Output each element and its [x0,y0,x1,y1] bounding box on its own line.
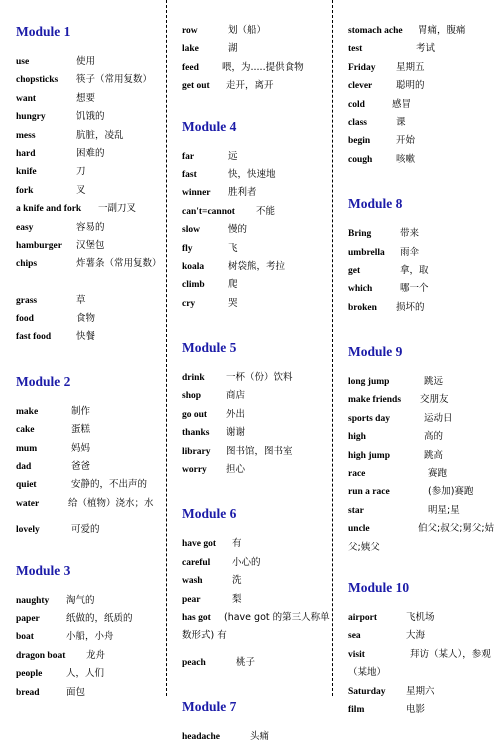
vocab-entry [16,255,162,273]
chinese-meaning: 明星;星 [428,504,460,516]
chinese-meaning: 开始 [396,135,416,147]
english-word: fast food [16,332,52,343]
chinese-meaning: 纸做的，纸质的 [66,613,133,624]
english-word: dad [16,462,32,473]
english-word: long jump [348,377,390,388]
english-word: visit [348,649,365,660]
vocab-entry [348,683,498,701]
vocab-entry [16,610,162,628]
vocab-entry [182,276,330,294]
english-word: dragon boat [16,650,66,661]
english-word: make [16,406,39,417]
chinese-meaning: 一杯（份）饮料 [226,372,293,384]
vocab-entry [16,200,162,218]
module-heading: Module 2 [16,373,71,389]
chinese-meaning: (have got 的第三人称单数形式) 有 [182,611,330,642]
english-word: begin [348,136,371,147]
chinese-meaning: 划（船） [228,25,267,36]
chinese-meaning: 汉堡包 [76,239,105,251]
english-word: fork [16,185,34,196]
vocab-entry [348,447,498,465]
chinese-meaning: 筷子（常用复数） [76,74,153,86]
english-word: thanks [182,428,210,439]
chinese-meaning: 可爱的 [71,524,100,536]
vocab-entry [348,646,498,683]
english-word: shop [182,391,202,402]
vocab-entry [182,40,330,58]
vocab-entry [182,406,330,424]
vocab-entry [182,387,330,405]
vocab-entry [182,572,330,590]
english-word: easy [16,222,34,233]
chinese-meaning: 胃痛，腹痛 [418,25,466,36]
chinese-meaning: 制作 [71,405,91,417]
vocab-entry [16,628,162,646]
english-word: race [348,469,366,480]
english-word: get out [182,81,210,92]
vocab-entry [16,145,162,163]
english-word: hard [16,148,36,159]
vocab-entry [348,465,498,483]
english-word: run a race [348,487,390,498]
chinese-meaning: 面包 [66,686,86,698]
vocab-entry [182,443,330,461]
chinese-meaning: 星期五 [396,61,425,73]
chinese-meaning: 喂，为.....提供食物 [222,61,304,73]
chinese-meaning: 快餐 [76,331,96,343]
english-word: koala [182,261,205,272]
chinese-meaning: 电影 [406,704,426,715]
english-word: chips [16,259,38,270]
vocab-entry [182,258,330,276]
english-word: people [16,669,43,680]
vocab-entry [348,96,498,114]
vocab-entry [348,520,498,557]
chinese-meaning: 高的 [424,431,444,443]
chinese-meaning: 大海 [406,630,426,642]
chinese-meaning: 人，人们 [66,668,105,680]
vocab-entry [348,483,498,501]
vocab-entry [182,461,330,479]
chinese-meaning: 刀 [76,166,86,178]
english-word: want [16,93,37,104]
vocab-entry [348,410,498,428]
vocab-entry [16,292,162,310]
chinese-meaning: 走开，离开 [226,80,274,92]
vocab-entry [16,71,162,89]
english-word: fast [182,169,197,180]
vocab-entry [16,647,162,665]
english-word: mum [16,443,38,454]
chinese-meaning: 小心的 [232,556,261,568]
english-word: sports day [348,413,390,424]
english-word: sea [348,631,361,642]
vocab-entry [16,403,162,421]
chinese-meaning: 飞机场 [406,612,435,624]
vocab-entry [16,495,162,513]
column-1 [16,0,162,727]
column-divider-right [332,0,333,696]
chinese-meaning: 咳嗽 [396,153,416,165]
chinese-meaning: 龙舟 [86,649,106,661]
chinese-meaning: 伯父;叔父;舅父;姑父;姨父 [348,523,495,553]
chinese-meaning: 星期六 [406,685,435,697]
vocab-entry [348,502,498,520]
english-word: test [348,44,363,55]
chinese-meaning: 有 [232,538,242,550]
vocab-entry [348,428,498,446]
chinese-meaning: 聪明的 [396,80,425,92]
module-heading: Module 10 [348,580,410,596]
vocab-entry [182,59,330,77]
vocab-entry [16,219,162,237]
column-divider-left [166,0,167,696]
vocab-entry [182,295,330,313]
vocab-entry [348,132,498,150]
vocab-entry [16,310,162,328]
vocab-entry [182,591,330,609]
vocab-entry [182,535,330,553]
module-heading: Module 9 [348,344,403,360]
vocab-entry [348,40,498,58]
chinese-meaning: 跳高 [424,449,444,461]
vocab-entry [16,440,162,458]
vocab-entry [16,458,162,476]
english-word: wash [182,576,203,587]
vocab-entry [16,476,162,494]
vocab-entry [182,203,330,221]
chinese-meaning: 肮脏，凌乱 [76,129,124,141]
english-word: stomach ache [348,26,403,36]
english-word: uncle [348,524,370,535]
vocab-entry [182,148,330,166]
english-word: library [182,446,211,457]
english-word: cough [348,154,373,165]
chinese-meaning: 蛋糕 [71,424,91,436]
vocab-entry [16,665,162,683]
vocab-entry [182,22,330,40]
chinese-meaning: 赛跑 [428,468,448,480]
vocab-entry [16,421,162,439]
chinese-meaning: 带来 [400,228,420,240]
chinese-meaning: 哪一个 [400,283,429,295]
english-word: water [16,498,40,509]
english-word: headache [182,732,220,743]
module-heading: Module 1 [16,24,71,39]
chinese-meaning: 给（植物）浇水；水 [68,497,154,509]
chinese-meaning: 草 [76,294,86,306]
vocab-entry [16,127,162,145]
vocab-entry [182,424,330,442]
vocab-entry [16,328,162,346]
english-word: go out [182,409,208,420]
vocab-entry [182,554,330,572]
english-word: pear [182,594,201,605]
english-word: lovely [16,525,40,536]
vocab-entry [16,182,162,200]
english-word: winner [182,188,211,199]
english-word: star [348,505,364,516]
chinese-meaning: 慢的 [228,224,248,236]
vocab-entry [182,369,330,387]
english-word: Saturday [348,686,386,697]
english-word: drink [182,373,205,384]
english-word: has got [182,612,211,623]
module-heading: Module 8 [348,196,403,212]
chinese-meaning: 爬 [228,279,238,291]
vocab-entry [348,280,498,298]
english-word: film [348,705,365,715]
vocab-entry [348,701,498,719]
vocab-entry [182,77,330,95]
vocab-entry [348,262,498,280]
english-word: cry [182,298,196,309]
chinese-meaning: 担心 [226,464,246,476]
vocab-entry [348,22,498,40]
chinese-meaning: 安静的，不出声的 [71,479,148,491]
chinese-meaning: 感冒 [392,98,412,110]
chinese-meaning: 损坏的 [396,301,425,313]
english-word: cake [16,425,35,436]
english-word: feed [182,62,199,73]
english-word: Bring [348,229,372,240]
module-heading: Module 3 [16,562,71,578]
english-word: peach [182,657,206,668]
vocab-entry [182,184,330,202]
chinese-meaning: 洗 [232,575,242,587]
vocab-entry [16,237,162,255]
chinese-meaning: 图书馆，图书室 [226,445,293,457]
english-word: Friday [348,62,376,73]
english-word: far [182,151,195,162]
chinese-meaning: 交朋友 [420,394,449,406]
chinese-meaning: 饥饿的 [76,111,105,123]
vocab-entry [16,53,162,71]
chinese-meaning: 飞 [228,242,238,254]
chinese-meaning: 困难的 [76,147,105,159]
module-heading: Module 5 [182,340,237,356]
vocab-entry [348,225,498,243]
vocab-entry [16,108,162,126]
vocab-entry [182,654,330,672]
english-word: a knife and fork [16,204,82,215]
vocab-entry [16,521,162,539]
chinese-meaning: 课 [396,116,406,128]
vocab-entry [348,244,498,262]
english-word: boat [16,632,34,643]
english-word: careful [182,557,211,568]
module-heading: Module 4 [182,118,237,134]
column-3 [348,0,498,730]
vocab-entry [348,59,498,77]
chinese-meaning: 商店 [226,390,246,402]
english-word: make friends [348,395,402,406]
vocab-entry [348,151,498,169]
english-word: get [348,265,361,276]
vocab-entry [16,592,162,610]
vocab-entry [182,166,330,184]
english-word: mess [16,130,36,141]
chinese-meaning: 小船，小舟 [66,631,114,643]
vocab-entry [16,163,162,181]
english-word: umbrella [348,247,385,258]
english-word: class [348,117,367,128]
vocab-entry [16,684,162,702]
english-word: airport [348,613,378,624]
chinese-meaning: 爸爸 [71,461,91,473]
chinese-meaning: (参加)赛跑 [428,486,474,498]
chinese-meaning: 快，快速地 [228,168,276,180]
chinese-meaning: 使用 [76,56,96,67]
chinese-meaning: 湖 [228,43,238,55]
english-word: have got [182,539,217,550]
english-word: high [348,432,366,443]
english-word: lake [182,44,199,55]
english-word: use [16,57,30,67]
english-word: naughty [16,595,50,606]
chinese-meaning: 炸薯条（常用复数） [76,258,162,270]
chinese-meaning: 远 [228,150,238,162]
english-word: hungry [16,112,46,123]
chinese-meaning: 头痛 [250,731,270,743]
chinese-meaning: 跳远 [424,376,444,388]
vocab-entry [182,728,330,746]
vocab-entry [348,609,498,627]
module-heading: Module 6 [182,506,237,522]
chinese-meaning: 妈妈 [71,442,91,454]
chinese-meaning: 胜利者 [228,187,257,199]
vocab-entry [16,90,162,108]
vocab-entry [348,114,498,132]
vocab-entry [348,391,498,409]
chinese-meaning: 哭 [228,297,238,309]
chinese-meaning: 运动日 [424,412,453,424]
english-word: worry [182,465,207,476]
chinese-meaning: 树袋熊，考拉 [228,260,286,272]
chinese-meaning: 拿，取 [400,264,429,276]
chinese-meaning: 梨 [232,593,242,605]
vocab-entry [182,221,330,239]
chinese-meaning: 淘气的 [66,594,95,606]
module-heading: Module 7 [182,699,237,715]
english-word: slow [182,225,200,236]
chinese-meaning: 外出 [226,408,246,420]
english-word: cold [348,99,365,110]
english-word: grass [16,295,38,306]
chinese-meaning: 拜访（某人），参观（某地） [348,648,491,679]
vocab-entry [348,299,498,317]
vocab-entry [348,77,498,95]
english-word: hamburger [16,240,62,251]
chinese-meaning: 叉 [76,184,86,196]
english-word: clever [348,81,373,92]
english-word: row [182,26,198,36]
english-word: high jump [348,450,390,461]
chinese-meaning: 雨伞 [400,246,420,258]
vocab-entry [348,627,498,645]
vocab-entry [182,609,330,646]
chinese-meaning: 容易的 [76,221,105,233]
english-word: which [348,284,373,295]
english-word: broken [348,302,377,313]
chinese-meaning: 桃子 [236,656,256,668]
english-word: climb [182,280,205,291]
english-word: food [16,314,34,325]
english-word: chopsticks [16,75,59,86]
chinese-meaning: 不能 [256,205,276,217]
english-word: paper [16,614,40,624]
chinese-meaning: 谢谢 [226,427,246,439]
vocab-entry [182,240,330,258]
chinese-meaning: 食物 [76,313,96,325]
column-2 [182,0,330,743]
english-word: fly [182,243,193,254]
english-word: can't=cannot [182,206,235,217]
vocab-entry [348,373,498,391]
english-word: knife [16,167,37,178]
english-word: quiet [16,480,37,491]
chinese-meaning: 想要 [76,92,96,104]
english-word: bread [16,687,40,698]
chinese-meaning: 一副刀叉 [98,203,137,215]
chinese-meaning: 考试 [416,43,436,55]
